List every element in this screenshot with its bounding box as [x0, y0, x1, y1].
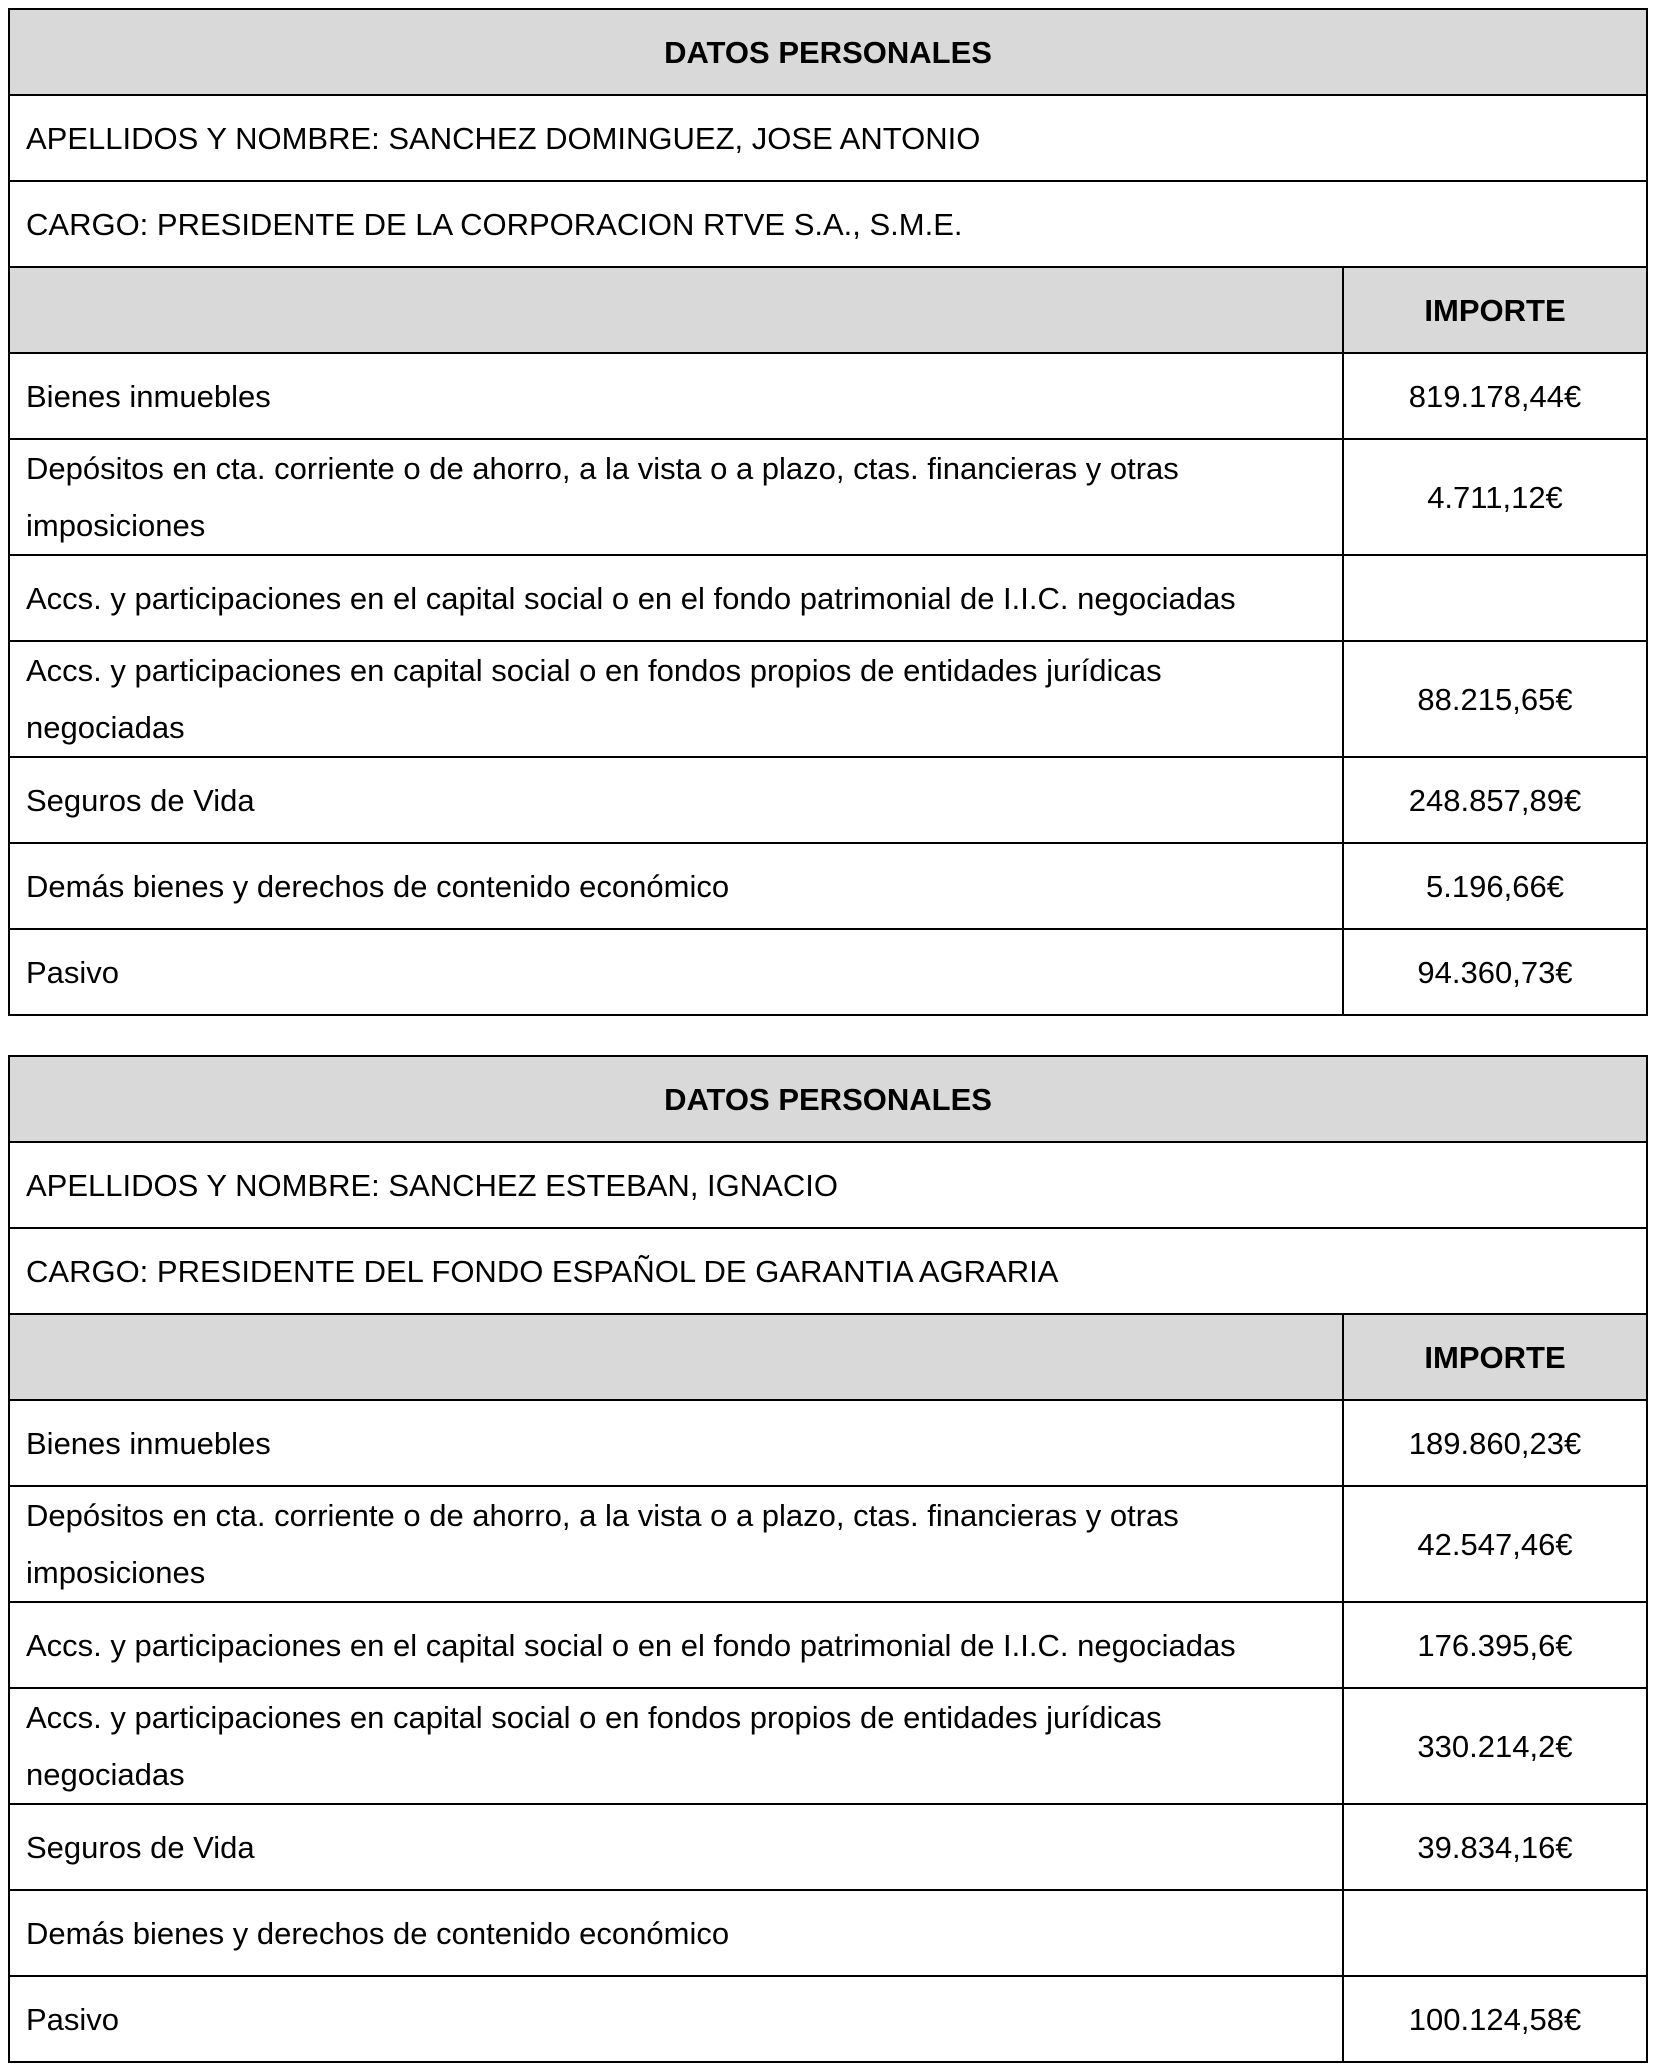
table-row: [9, 1890, 1647, 1976]
concept-cell: Accs. y participaciones en el capital social o en el fondo patrimonial de I.I.C. negociadas: [9, 1602, 1343, 1688]
table-row: [9, 641, 1647, 757]
table-row: [9, 555, 1647, 641]
section-header-row: [9, 9, 1647, 95]
concept-cell: Demás bienes y derechos de contenido económico: [9, 1890, 1343, 1976]
column-header-row: [9, 1314, 1647, 1400]
amount-cell: 42.547,46€: [1343, 1486, 1647, 1602]
amount-cell: [1343, 555, 1647, 641]
name-row: [9, 1142, 1647, 1228]
amount-cell: 189.860,23€: [1343, 1400, 1647, 1486]
amount-cell: 819.178,44€: [1343, 353, 1647, 439]
asset-declaration-table: [8, 1055, 1648, 2063]
concept-cell: Accs. y participaciones en el capital social o en el fondo patrimonial de I.I.C. negociadas: [9, 555, 1343, 641]
concept-cell: Pasivo: [9, 929, 1343, 1015]
amount-cell: 39.834,16€: [1343, 1804, 1647, 1890]
table-row: [9, 353, 1647, 439]
position-row: [9, 1228, 1647, 1314]
amount-cell: 248.857,89€: [1343, 757, 1647, 843]
person-position: CARGO: PRESIDENTE DE LA CORPORACION RTVE S.A., S.M.E.: [9, 181, 1647, 267]
section-header-row: [9, 1056, 1647, 1142]
table-row: [9, 1400, 1647, 1486]
table-row: [9, 1602, 1647, 1688]
person-name: APELLIDOS Y NOMBRE: SANCHEZ ESTEBAN, IGNACIO: [9, 1142, 1647, 1228]
table-row: [9, 1804, 1647, 1890]
person-position: CARGO: PRESIDENTE DEL FONDO ESPAÑOL DE GARANTIA AGRARIA: [9, 1228, 1647, 1314]
name-row: [9, 95, 1647, 181]
amount-cell: 176.395,6€: [1343, 1602, 1647, 1688]
concept-cell: Accs. y participaciones en capital social o en fondos propios de entidades jurídicas negociadas: [9, 1688, 1343, 1804]
concept-cell: Depósitos en cta. corriente o de ahorro, a la vista o a plazo, ctas. financieras y otras imposiciones: [9, 1486, 1343, 1602]
table-row: [9, 757, 1647, 843]
concept-cell: Pasivo: [9, 1976, 1343, 2062]
table-row: [9, 929, 1647, 1015]
concept-cell: Demás bienes y derechos de contenido económico: [9, 843, 1343, 929]
concept-cell: Bienes inmuebles: [9, 353, 1343, 439]
table-row: [9, 1976, 1647, 2062]
table-row: [9, 1688, 1647, 1804]
asset-declaration-table: [8, 8, 1648, 1016]
concept-cell: Depósitos en cta. corriente o de ahorro, a la vista o a plazo, ctas. financieras y otras imposiciones: [9, 439, 1343, 555]
amount-cell: 94.360,73€: [1343, 929, 1647, 1015]
concept-header-cell: [9, 267, 1343, 353]
amount-cell: [1343, 1890, 1647, 1976]
position-row: [9, 181, 1647, 267]
amount-cell: 88.215,65€: [1343, 641, 1647, 757]
amount-header: IMPORTE: [1343, 1314, 1647, 1400]
section-title: DATOS PERSONALES: [9, 9, 1647, 95]
concept-cell: Seguros de Vida: [9, 757, 1343, 843]
amount-cell: 100.124,58€: [1343, 1976, 1647, 2062]
table-row: [9, 843, 1647, 929]
amount-cell: 330.214,2€: [1343, 1688, 1647, 1804]
table-row: [9, 1486, 1647, 1602]
amount-header: IMPORTE: [1343, 267, 1647, 353]
amount-cell: 5.196,66€: [1343, 843, 1647, 929]
person-name: APELLIDOS Y NOMBRE: SANCHEZ DOMINGUEZ, JOSE ANTONIO: [9, 95, 1647, 181]
section-title: DATOS PERSONALES: [9, 1056, 1647, 1142]
concept-cell: Bienes inmuebles: [9, 1400, 1343, 1486]
table-row: [9, 439, 1647, 555]
column-header-row: [9, 267, 1647, 353]
concept-cell: Accs. y participaciones en capital social o en fondos propios de entidades jurídicas negociadas: [9, 641, 1343, 757]
concept-cell: Seguros de Vida: [9, 1804, 1343, 1890]
amount-cell: 4.711,12€: [1343, 439, 1647, 555]
concept-header-cell: [9, 1314, 1343, 1400]
